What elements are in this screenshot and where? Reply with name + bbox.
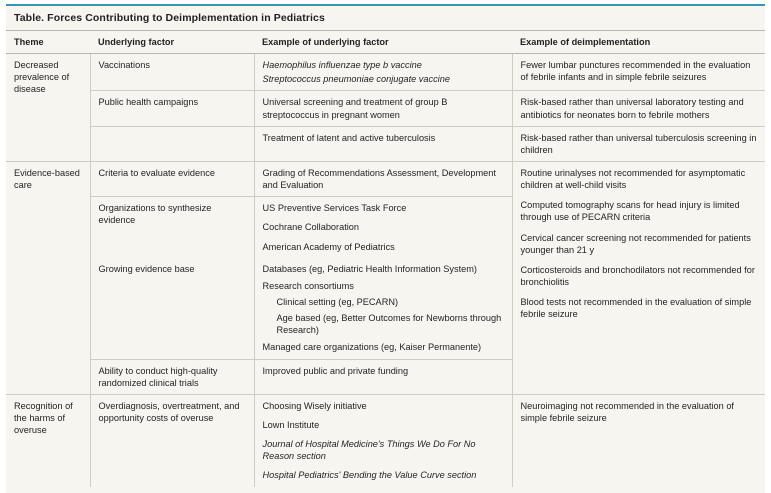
journal-title-hp: Hospital Pediatrics' Bending the Value Curve section [262,470,477,481]
table-body [6,54,765,487]
table-row [6,54,765,91]
table-title: Table. Forces Contributing to Deimplementation in Pediatrics [14,12,325,24]
deimplementation-item: Corticosteroids and bronchodilators not recommended for bronchiolitis [520,264,755,287]
example-cell [254,394,512,486]
example-cell [254,258,512,359]
deimplementation-cell: Neuroimaging not recommended in the evaluation of simple febrile seizure [512,394,765,486]
table-row [6,91,765,126]
example-cell: Treatment of latent and active tuberculosis [254,126,512,161]
deimplementation-item: Blood tests not recommended in the evaluation of simple febrile seizure [520,297,752,320]
deimplementation-cell: Risk-based rather than universal laboratory testing and antibiotics for neonates born to febrile mothers [512,91,765,126]
factor-cell: Criteria to evaluate evidence [90,161,254,196]
forces-table [6,30,765,487]
header-row [6,31,765,54]
example-text [263,59,504,71]
table-header [6,31,765,54]
column-header-theme: Theme [6,31,90,54]
example-subtext: Clinical setting (eg, PECARN) [276,296,399,307]
theme-cell: Decreased prevalence of disease [6,54,90,162]
example-subtext: Age based (eg, Better Outcomes for Newborns through Research) [276,313,502,336]
deimplementation-cell [512,161,765,394]
example-cell: Universal screening and treatment of group B streptococcus in pregnant women [254,91,512,126]
example-text [263,438,504,462]
deimplementation-cell: Fewer lumbar punctures recommended in the evaluation of febrile infants and in simple febrile seizures [520,60,751,83]
example-text: American Academy of Pediatrics [262,241,395,252]
species-name-pneumo: Streptococcus pneumoniae conjugate vaccine [262,74,450,85]
factor-cell: Organizations to synthesize evidence [90,197,254,258]
table-container [6,4,765,493]
table-row [6,394,765,486]
example-text: Research consortiums [262,280,354,291]
example-text: Managed care organizations (eg, Kaiser Permanente) [262,342,482,353]
example-text: Cochrane Collaboration [262,222,360,233]
table-bottom-spacer [6,487,765,493]
example-cell [254,197,512,258]
factor-cell: Growing evidence base [90,258,254,359]
deimplementation-item: Computed tomography scans for head injury is limited through use of PECARN criteria [520,200,740,223]
example-text: Lown Institute [262,419,320,430]
factor-cell [90,126,254,161]
example-text: Choosing Wisely initiative [262,400,367,411]
example-text: Databases (eg, Pediatric Health Information System) [262,263,477,274]
deimplementation-item: Cervical cancer screening not recommended for patients younger than 21 y [520,232,751,255]
example-text [263,469,504,481]
example-text: US Preventive Services Task Force [262,203,407,214]
journal-title-jhm: Journal of Hospital Medicine's Things We Do For No Reason section [262,439,476,462]
column-header-example-deimplementation: Example of deimplementation [512,31,765,54]
column-header-example-factor: Example of underlying factor [254,31,512,54]
table-row [6,126,765,161]
theme-cell: Recognition of the harms of overuse [6,394,90,486]
species-name-hib: Haemophilus influenzae type b vaccine [262,60,422,71]
theme-cell: Evidence-based care [6,161,90,394]
factor-cell: Overdiagnosis, overtreatment, and opportunity costs of overuse [90,394,254,486]
factor-cell: Public health campaigns [90,91,254,126]
example-text [263,73,504,85]
example-cell: Grading of Recommendations Assessment, Development and Evaluation [254,161,512,196]
deimplementation-item: Routine urinalyses not recommended for asymptomatic children at well-child visits [520,167,746,191]
deimplementation-cell: Risk-based rather than universal tuberculosis screening in children [512,126,765,161]
example-cell: Improved public and private funding [254,359,512,394]
column-header-underlying-factor: Underlying factor [90,31,254,54]
example-cell [254,54,512,91]
factor-cell: Vaccinations [90,54,254,91]
factor-cell: Ability to conduct high-quality randomized clinical trials [90,359,254,394]
table-row [6,161,765,196]
